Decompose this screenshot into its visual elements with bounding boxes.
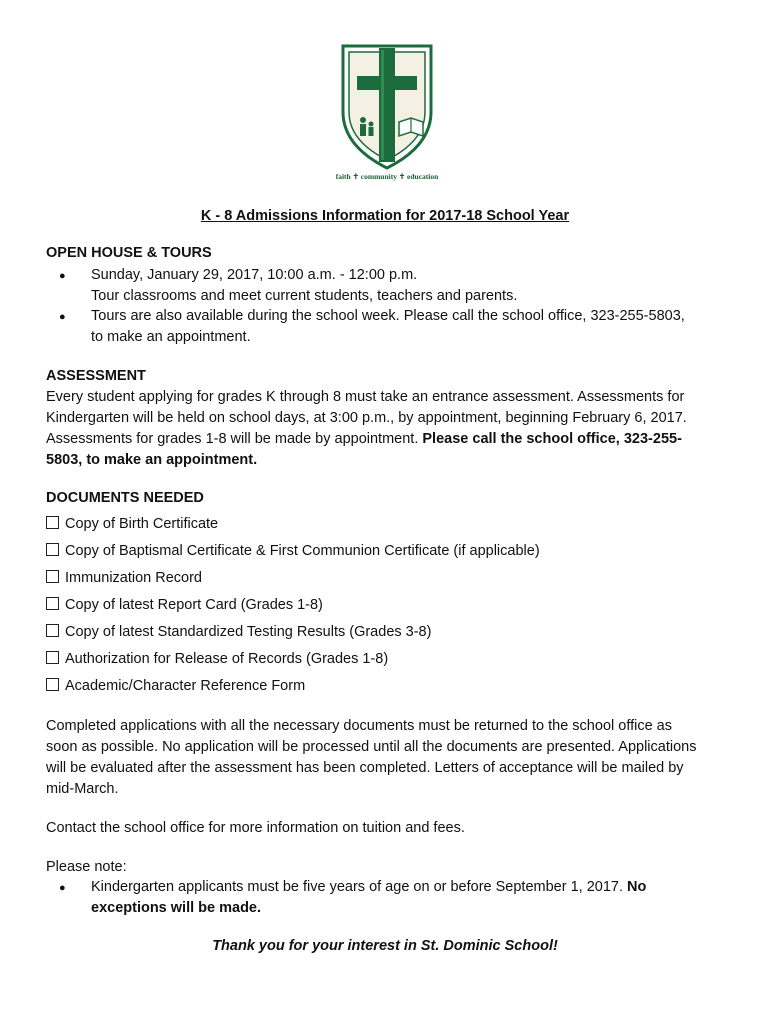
note-line1-bold: No bbox=[627, 879, 647, 895]
document-item[interactable] bbox=[46, 541, 540, 561]
document-item[interactable] bbox=[46, 514, 218, 534]
document-item-label: Copy of latest Report Card (Grades 1-8) bbox=[65, 597, 323, 613]
school-crest-logo bbox=[339, 42, 435, 170]
assessment-line4 bbox=[46, 450, 736, 471]
bullet-icon: ● bbox=[59, 882, 66, 894]
documents-heading: DOCUMENTS NEEDED bbox=[46, 490, 204, 506]
document-item[interactable] bbox=[46, 622, 431, 642]
assessment-line4-bold: 5803, to make an appointment. bbox=[46, 452, 258, 468]
document-item-label: Copy of latest Standardized Testing Results (Grades 3-8) bbox=[65, 624, 432, 640]
completed-line3: will be evaluated after the assessment has been completed. Letters of acceptance will be mailed by bbox=[46, 760, 684, 776]
note-line1 bbox=[91, 877, 741, 898]
open-house-heading: OPEN HOUSE & TOURS bbox=[46, 245, 212, 261]
checkbox-icon[interactable] bbox=[46, 678, 59, 691]
document-item[interactable] bbox=[46, 595, 323, 615]
logo-tagline: faith ✝ community ✝ education bbox=[335, 172, 439, 181]
assessment-line3-bold: Please call the school office, 323-255- bbox=[422, 431, 682, 447]
assessment-heading: ASSESSMENT bbox=[46, 368, 146, 384]
completed-line4: mid-March. bbox=[46, 781, 119, 797]
document-item-label: Copy of Baptismal Certificate & First Communion Certificate (if applicable) bbox=[65, 543, 540, 559]
document-item[interactable] bbox=[46, 676, 305, 696]
open-house-bullet2-line2: to make an appointment. bbox=[91, 329, 251, 345]
assessment-line3-normal: Assessments for grades 1-8 will be made by appointment. bbox=[46, 431, 423, 447]
thank-you-message: Thank you for your interest in St. Dominic School! bbox=[212, 938, 558, 954]
document-item-label: Authorization for Release of Records (Grades 1-8) bbox=[65, 651, 389, 667]
bullet-icon: ● bbox=[59, 311, 66, 323]
checkbox-icon[interactable] bbox=[46, 651, 59, 664]
note-line2-bold: exceptions will be made. bbox=[91, 900, 262, 916]
checkbox-icon[interactable] bbox=[46, 516, 59, 529]
open-house-bullet2-line1: Tours are also available during the school week. Please call the school office, 323-255-5803, bbox=[91, 308, 685, 324]
document-item[interactable] bbox=[46, 649, 388, 669]
contact-text: Contact the school office for more information on tuition and fees. bbox=[46, 820, 465, 836]
note-line2 bbox=[91, 898, 741, 919]
document-item-label: Immunization Record bbox=[65, 570, 202, 586]
document-item[interactable] bbox=[46, 568, 202, 588]
page-title: K - 8 Admissions Information for 2017-18 School Year bbox=[200, 208, 570, 224]
assessment-line3 bbox=[46, 429, 736, 450]
document-item-label: Academic/Character Reference Form bbox=[65, 678, 306, 694]
checkbox-icon[interactable] bbox=[46, 597, 59, 610]
checkbox-icon[interactable] bbox=[46, 570, 59, 583]
checkbox-icon[interactable] bbox=[46, 624, 59, 637]
assessment-line1: Every student applying for grades K through 8 must take an entrance assessment. Assessments for bbox=[46, 389, 685, 405]
bullet-icon: ● bbox=[59, 270, 66, 282]
open-house-bullet1-line2: Tour classrooms and meet current students, teachers and parents. bbox=[91, 288, 518, 304]
completed-line2: soon as possible. No application will be processed until all the documents are presented. Applications bbox=[46, 739, 697, 755]
open-house-bullet1-line1: Sunday, January 29, 2017, 10:00 a.m. - 12:00 p.m. bbox=[91, 267, 418, 283]
note-line1-normal: Kindergarten applicants must be five years of age on or before September 1, 2017. bbox=[91, 879, 628, 895]
note-heading: Please note: bbox=[46, 859, 127, 875]
completed-line1: Completed applications with all the necessary documents must be returned to the school office as bbox=[46, 718, 672, 734]
assessment-line2: Kindergarten will be held on school days, at 3:00 p.m., by appointment, beginning February 6, 2017. bbox=[46, 410, 687, 426]
document-item-label: Copy of Birth Certificate bbox=[65, 516, 219, 532]
checkbox-icon[interactable] bbox=[46, 543, 59, 556]
